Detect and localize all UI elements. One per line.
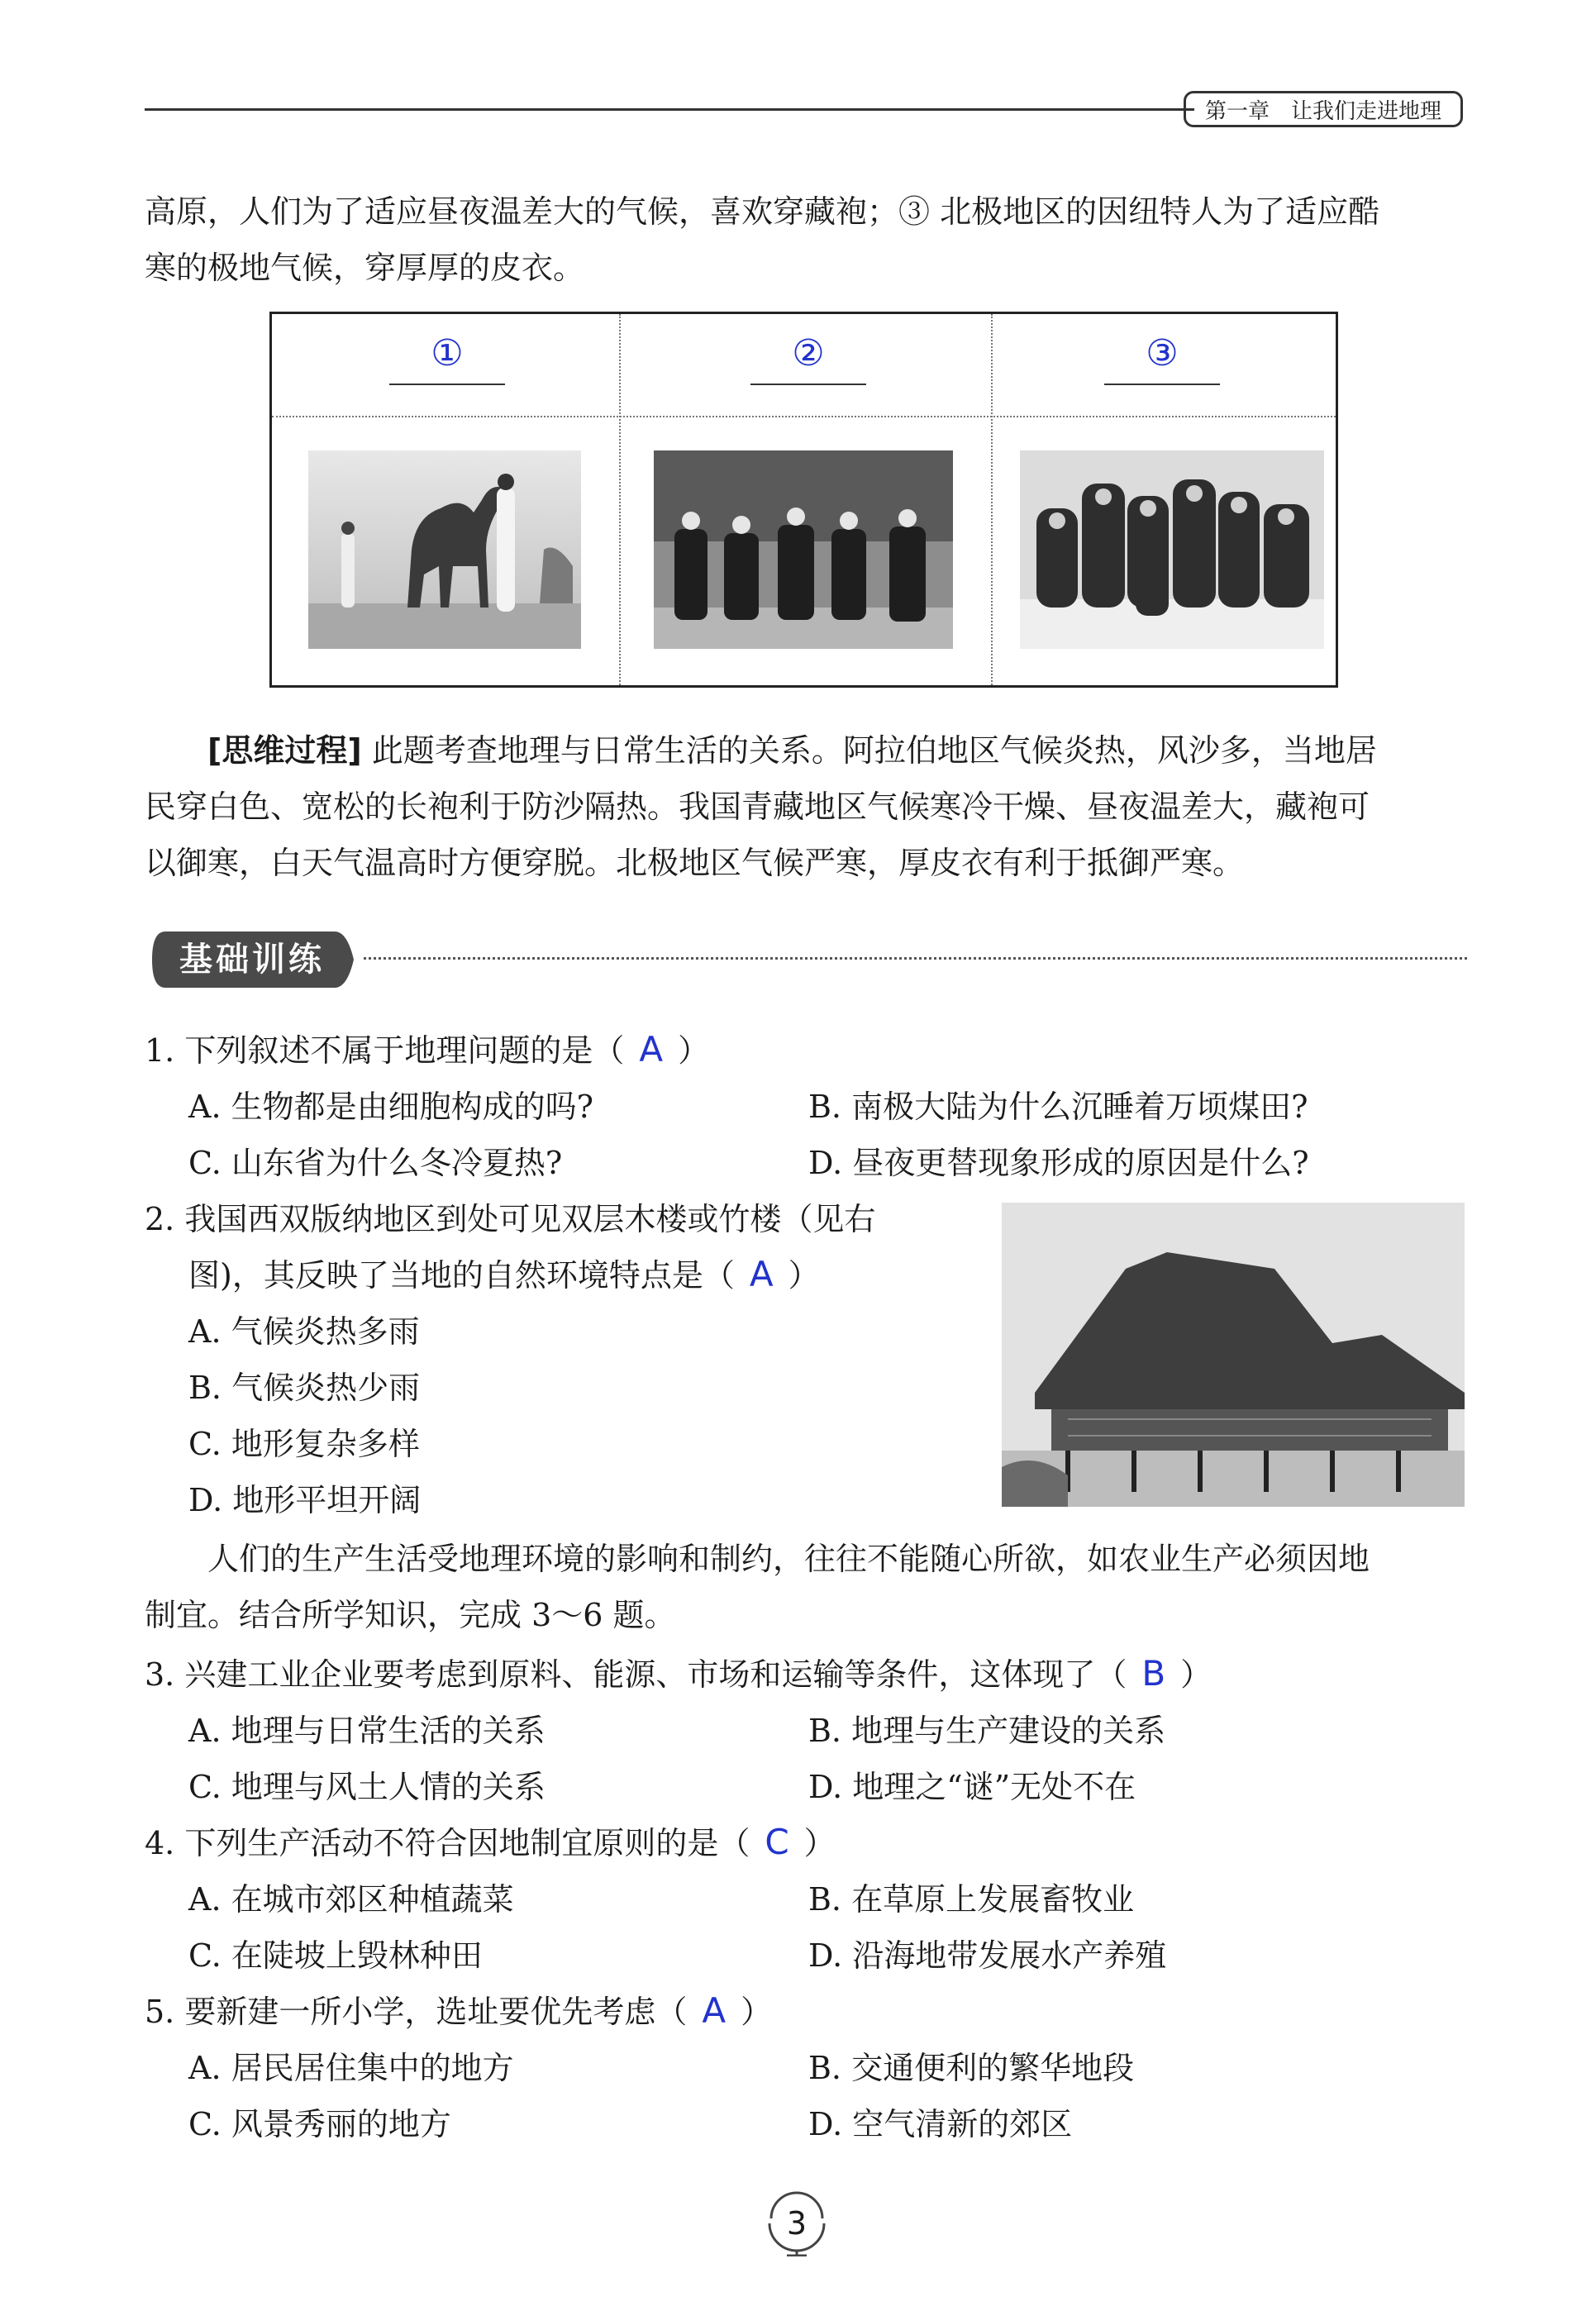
table-divider bbox=[991, 314, 993, 685]
label-1: ① bbox=[389, 332, 505, 374]
question-2-line: 2. 我国西双版纳地区到处可见双层木楼或竹楼（见右 bbox=[145, 1201, 876, 1237]
option: A. 在城市郊区种植蔬菜 bbox=[188, 1881, 514, 1918]
option: D. 昼夜更替现象形成的原因是什么? bbox=[808, 1145, 1309, 1181]
option: C. 地形复杂多样 bbox=[188, 1426, 420, 1462]
section-banner bbox=[149, 930, 355, 989]
option: C. 在陡坡上毁林种田 bbox=[188, 1937, 483, 1974]
chapter-title: 让我们走进地理 bbox=[1291, 98, 1442, 124]
thinking-line: 民穿白色、宽松的长袍利于防沙隔热。我国青藏地区气候寒冷干燥、昼夜温差大，藏袍可 bbox=[145, 789, 1370, 825]
chapter-number: 第一章 bbox=[1204, 98, 1270, 124]
option: C. 山东省为什么冬冷夏热? bbox=[188, 1145, 563, 1181]
label-2: ② bbox=[750, 332, 866, 374]
passage-line: 制宜。结合所学知识，完成 3～6 题。 bbox=[145, 1597, 676, 1633]
answer: A bbox=[749, 1254, 774, 1294]
option: B. 交通便利的繁华地段 bbox=[808, 2050, 1135, 2086]
page-number: 3 bbox=[760, 2182, 834, 2256]
tibetan-robes-photo bbox=[654, 450, 953, 649]
thinking-line: 以御寒，白天气温高时方便穿脱。北极地区气候严寒，厚皮衣有利于抵御严寒。 bbox=[145, 845, 1245, 881]
option: D. 地形平坦开阔 bbox=[188, 1482, 422, 1518]
header-rule bbox=[145, 108, 1194, 111]
option: D. 地理之“谜”无处不在 bbox=[808, 1769, 1136, 1805]
option: A. 生物都是由细胞构成的吗? bbox=[188, 1089, 593, 1125]
intro-paragraph bbox=[145, 183, 1467, 296]
option: D. 空气清新的郊区 bbox=[808, 2106, 1073, 2142]
option: B. 南极大陆为什么沉睡着万顷煤田? bbox=[808, 1089, 1308, 1125]
question-4: 4. 下列生产活动不符合因地制宜原则的是（ C ） bbox=[145, 1822, 836, 1862]
section-title: 基础训练 bbox=[179, 941, 325, 979]
passage bbox=[145, 1531, 1467, 1643]
answer: C bbox=[765, 1822, 789, 1862]
thinking-process bbox=[145, 722, 1467, 891]
question-5: 5. 要新建一所小学，选址要优先考虑（ A ） bbox=[145, 1990, 773, 2031]
option: D. 沿海地带发展水产养殖 bbox=[808, 1937, 1167, 1974]
inuit-fur-photo bbox=[1020, 450, 1324, 649]
intro-line: 寒的极地气候，穿厚厚的皮衣。 bbox=[145, 250, 585, 286]
chapter-tab bbox=[1184, 91, 1463, 127]
question-1: 1. 下列叙述不属于地理问题的是（ A ） bbox=[145, 1029, 710, 1070]
passage-line: 人们的生产生活受地理环境的影响和制约，往往不能随心所欲，如农业生产必须因地 bbox=[207, 1541, 1370, 1577]
section-rule bbox=[364, 957, 1467, 960]
thinking-tag: [思维过程] bbox=[207, 732, 362, 769]
question-3: 3. 兴建工业企业要考虑到原料、能源、市场和运输等条件，这体现了（ B ） bbox=[145, 1653, 1212, 1694]
table-header-divider bbox=[272, 416, 1336, 417]
option: A. 地理与日常生活的关系 bbox=[188, 1713, 545, 1749]
option: B. 地理与生产建设的关系 bbox=[808, 1713, 1166, 1749]
table-divider bbox=[619, 314, 621, 685]
thinking-line: 此题考查地理与日常生活的关系。阿拉伯地区气候炎热，风沙多，当地居 bbox=[371, 732, 1377, 769]
option: A. 气候炎热多雨 bbox=[188, 1313, 420, 1350]
answer: B bbox=[1141, 1653, 1166, 1694]
option: B. 气候炎热少雨 bbox=[188, 1370, 421, 1406]
question-2-line: 图)，其反映了当地的自然环境特点是（ A ） bbox=[188, 1254, 820, 1294]
arab-camel-photo bbox=[308, 450, 581, 649]
option: B. 在草原上发展畜牧业 bbox=[808, 1881, 1135, 1918]
stilt-house-photo bbox=[1002, 1203, 1465, 1507]
answer: A bbox=[702, 1990, 727, 2031]
option: A. 居民居住集中的地方 bbox=[188, 2050, 514, 2086]
answer: A bbox=[639, 1029, 664, 1070]
label-3: ③ bbox=[1104, 332, 1220, 374]
option: C. 风景秀丽的地方 bbox=[188, 2106, 451, 2142]
intro-line: 高原，人们为了适应昼夜温差大的气候，喜欢穿藏袍；③ 北极地区的因纽特人为了适应酷 bbox=[145, 193, 1380, 230]
option: C. 地理与风土人情的关系 bbox=[188, 1769, 545, 1805]
clothing-image-table bbox=[269, 312, 1338, 688]
